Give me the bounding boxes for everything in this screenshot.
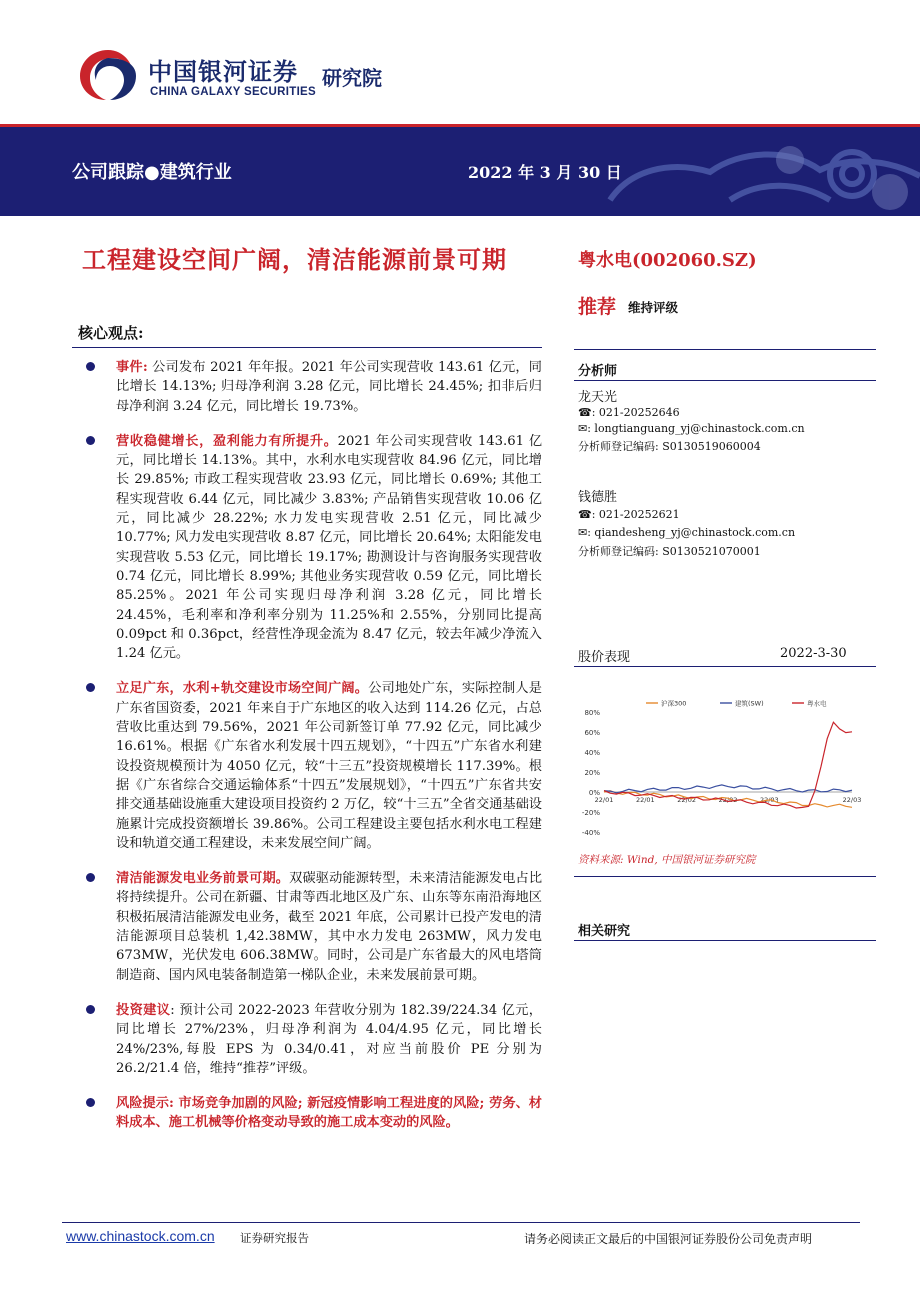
- divider: [574, 940, 876, 941]
- y-tick-label: 80%: [584, 709, 600, 717]
- list-item: [82, 432, 542, 664]
- analyst-phone: ☎: 021-20252621: [578, 508, 680, 521]
- analyst-header: 分析师: [578, 364, 618, 379]
- bullet-text: 双碳驱动能源转型，未来清洁能源发电占比将持续提升。公司在新疆、甘肃等西北地区及广东、山东等东南沿海地区积极拓展清洁能源发电业务，截至 2021 年底，公司累计已投产发电的清洁能源项目总装机 1,42.38MW，其中水力发电 263MW，风力发电 673MW，光伏发电 606.38MW。同时，公司是广东省最大的风电塔筒制造商、国内风电装备制造第一梯队企业，未来发展前景可期。: [116, 871, 543, 983]
- y-tick-label: -40%: [581, 829, 600, 837]
- analyst-phone: ☎: 021-20252646: [578, 406, 680, 419]
- bullet-lead: 清洁能源发电业务前景可期。: [116, 871, 290, 887]
- bullet-lead: 营收稳健增长，盈利能力有所提升。: [116, 433, 338, 449]
- bullet-lead: 风险提示: 市场竞争加剧的风险; 新冠疫情影响工程进度的风险; 劳务、材料成本、施工机械等价格变动导致的施工成本变动的风险。: [116, 1096, 542, 1131]
- list-item: [82, 358, 542, 416]
- divider: [574, 349, 876, 350]
- rating: 推荐: [578, 296, 617, 318]
- divider: [574, 380, 876, 381]
- legend-label: 粤水电: [807, 699, 827, 708]
- x-tick-label: 22/01: [635, 796, 655, 804]
- report-date: 2022 年 3 月 30 日: [468, 163, 622, 182]
- stock-performance-chart: [570, 690, 880, 840]
- bullet-lead: 立足广东，水利+轨交建设市场空间广阔。: [116, 681, 369, 697]
- report-title: 工程建设空间广阔，清洁能源前景可期: [82, 245, 507, 274]
- stock-name: 粤水电(002060.SZ): [578, 250, 757, 271]
- y-tick-label: 60%: [584, 729, 600, 737]
- bullet-icon: [86, 683, 95, 692]
- disclaimer: 请务必阅读正文最后的中国银河证券股份公司免责声明: [524, 1232, 813, 1246]
- core-views-list: [82, 358, 542, 1149]
- y-tick-label: -20%: [581, 809, 600, 817]
- list-item: [82, 869, 542, 985]
- chart-source: 资料来源: Wind, 中国银河证券研究院: [578, 854, 756, 866]
- legend-label: 建筑(SW): [735, 699, 764, 708]
- x-tick-label: 22/03: [842, 796, 862, 804]
- bullet-lead: 事件:: [116, 360, 148, 375]
- chart-header: 股价表现: [578, 650, 631, 665]
- brand-name-en: CHINA GALAXY SECURITIES: [150, 86, 317, 98]
- bullet-text: 2021 年公司实现营收 143.61 亿元，同比增长 14.13%。其中，水利水电实现营收 84.96 亿元，同比增长 29.85%; 市政工程实现营收 23.93 亿元，同比增长 0.69%; 其他工程实现营收 6.44 亿元，同比减少 3.83%; 产品销售实现营收 10.06 亿元，同比减少 28.22%; 水力发电实现营收 2.51 亿元，同比减少 10.77%; 风力发电实现营收 8.87 亿元，同比增长 20.64%; 太阳能发电实现营收 5.53 亿元，同比增长 19.17%; 勘测设计与咨询服务实现营收 0.74 亿元，同比增长 8.99%; 其他业务实现营收 0.59 亿元，同比增长 85.25%。2021 年公司实现归母净利润 3.28 亿元，同比增长 24.45%，毛利率和净利率分别为 11.25%和 2.55%，分别同比提高 0.09pct 和 0.36pct，经营性净现金流为 8.47 亿元，较去年减少净流入 1.24 亿元。: [116, 433, 543, 662]
- divider: [574, 876, 876, 877]
- bullet-text: 公司地处广东，实际控制人是广东省国资委，2021 年来自于广东地区的收入达到 114.26 亿元，占总营收比重达到 79.56%，2021 年公司新签订单 77.92 亿元，同比减少 16.61%。根据《广东省水利发展十四五规划》，“十四五”广东省水利建设投资规模预计为 4050 亿元，较“十三五”投资规模增长 117.39%。根据《广东省综合交通运输体系“十四五”发展规划》，“十四五”广东省共安排交通基础设施重大建设项目投资约 2 万亿，较“十三五”全省交通基础设施累计完成投资额增长 39.86%。公司工程建设主要包括水利水电工程建设和轨道交通工程建设，未来发展空间广阔。: [116, 681, 542, 851]
- report-category: 公司跟踪●建筑行业: [72, 162, 232, 183]
- bullet-text: : 预计公司 2022-2023 年营收分别为 182.39/224.34 亿元，同比增长 27%/23%，归母净利润为 4.04/4.95 亿元，同比增长 24%/23%,每股 EPS 为 0.34/0.41，对应当前股价 PE 分别为 26.2/21.4 倍，维持“推荐”评级。: [116, 1002, 542, 1076]
- x-tick-label: 22/01: [594, 796, 614, 804]
- y-tick-label: 0%: [588, 789, 600, 797]
- website-link[interactable]: www.chinastock.com.cn: [66, 1228, 215, 1244]
- chart-date: 2022-3-30: [780, 646, 847, 661]
- brand-name: 中国银河证券: [148, 58, 298, 86]
- header-banner: [0, 124, 920, 216]
- legend-label: 沪深300: [661, 699, 687, 708]
- galaxy-logo-icon: [78, 46, 138, 102]
- bullet-icon: [86, 1005, 95, 1014]
- cloud-ornament-icon: [590, 130, 920, 216]
- analyst-reg: 分析师登记编码: S0130519060004: [578, 440, 761, 453]
- bullet-icon: [86, 362, 95, 371]
- analyst-name: 钱德胜: [578, 490, 618, 505]
- footer-divider: [62, 1222, 860, 1223]
- divider: [72, 347, 542, 348]
- list-item: [82, 1001, 542, 1078]
- y-tick-label: 20%: [584, 769, 600, 777]
- analyst-name: 龙天光: [578, 390, 618, 405]
- bullet-icon: [86, 873, 95, 882]
- analyst-reg: 分析师登记编码: S0130521070001: [578, 545, 761, 558]
- related-research-header: 相关研究: [578, 924, 631, 939]
- core-views-label: 核心观点:: [78, 324, 144, 342]
- divider: [574, 666, 876, 667]
- y-tick-label: 40%: [584, 749, 600, 757]
- report-type: 证券研究报告: [240, 1231, 309, 1245]
- institute-label: 研究院: [322, 66, 382, 90]
- bullet-icon: [86, 1098, 95, 1107]
- banner-accent-line: [0, 124, 920, 127]
- analyst-email[interactable]: ✉: qiandesheng_yj@chinastock.com.cn: [578, 526, 796, 539]
- x-tick-label: 22/02: [718, 796, 738, 804]
- rating-note: 维持评级: [628, 300, 679, 315]
- bullet-icon: [86, 436, 95, 445]
- x-tick-label: 22/03: [759, 796, 779, 804]
- bullet-lead: 投资建议: [116, 1002, 171, 1018]
- x-tick-label: 22/02: [677, 796, 697, 804]
- list-item: [82, 679, 542, 853]
- list-item: [82, 1094, 542, 1133]
- analyst-email[interactable]: ✉: longtianguang_yj@chinastock.com.cn: [578, 422, 805, 435]
- bullet-text: 公司发布 2021 年年报。2021 年公司实现营收 143.61 亿元，同比增长 14.13%; 归母净利润 3.28 亿元，同比增长 24.45%; 扣非后归母净利润 3.24 亿元，同比增长 19.73%。: [116, 360, 542, 414]
